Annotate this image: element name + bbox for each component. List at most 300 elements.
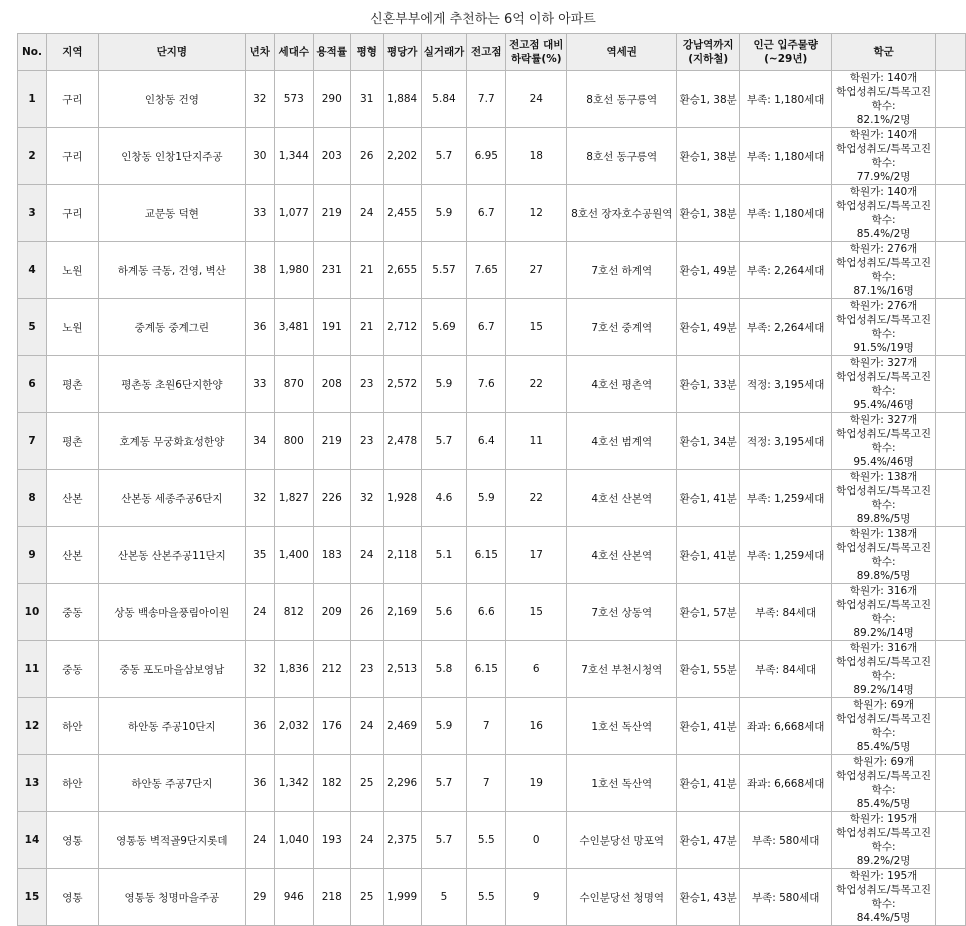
cell-extra: [936, 299, 966, 356]
school-line: 학원가: 316개: [849, 642, 918, 654]
cell-station: 1호선 독산역: [567, 755, 677, 812]
cell-station: 7호선 하계역: [567, 242, 677, 299]
school-line: 학업성취도/특목고진학수:: [836, 143, 931, 169]
cell-no: 13: [18, 755, 47, 812]
cell-pyeong: 24: [350, 185, 383, 242]
school-line: 89.2%/2명: [856, 855, 911, 867]
cell-gangnam: 환승1, 41분: [677, 755, 740, 812]
cell-pyeong: 24: [350, 527, 383, 584]
cell-station: 8호선 동구릉역: [567, 128, 677, 185]
table-row: [18, 242, 966, 299]
cell-gangnam: 환승1, 43분: [677, 869, 740, 926]
cell-extra: [936, 128, 966, 185]
school-line: 학업성취도/특목고진학수:: [836, 827, 931, 853]
table-row: [18, 584, 966, 641]
cell-pyeong: 32: [350, 470, 383, 527]
cell-complex: 교문동 덕현: [98, 185, 245, 242]
table-row: [18, 299, 966, 356]
school-line: 학업성취도/특목고진학수:: [836, 656, 931, 682]
cell-drop: 9: [506, 869, 567, 926]
cell-pyeong: 26: [350, 584, 383, 641]
cell-no: 9: [18, 527, 47, 584]
header-gangnam: [677, 34, 740, 71]
cell-complex: 영통동 벽적골9단지롯데: [98, 812, 245, 869]
cell-complex: 상동 백송마을풍림아이원: [98, 584, 245, 641]
cell-peak: 5.9: [467, 470, 506, 527]
cell-households: 1,836: [274, 641, 313, 698]
cell-far: 231: [313, 242, 350, 299]
school-line: 학원가: 327개: [849, 414, 918, 426]
school-line: 학원가: 69개: [853, 756, 914, 768]
cell-school: [832, 185, 936, 242]
cell-supply: 좌과: 6,668세대: [740, 755, 832, 812]
cell-actual-price: 5.7: [421, 128, 467, 185]
table-row: [18, 869, 966, 926]
header-far: 용적률: [313, 34, 350, 71]
cell-station: 4호선 평촌역: [567, 356, 677, 413]
cell-no: 12: [18, 698, 47, 755]
cell-station: 4호선 산본역: [567, 527, 677, 584]
cell-station: 수인분당선 망포역: [567, 812, 677, 869]
cell-complex: 인창동 인창1단지주공: [98, 128, 245, 185]
cell-years: 29: [245, 869, 274, 926]
school-line: 학원가: 138개: [849, 471, 918, 483]
cell-gangnam: 환승1, 38분: [677, 185, 740, 242]
cell-years: 32: [245, 641, 274, 698]
cell-households: 1,077: [274, 185, 313, 242]
cell-school: [832, 698, 936, 755]
cell-school: [832, 242, 936, 299]
cell-no: 15: [18, 869, 47, 926]
cell-years: 33: [245, 185, 274, 242]
cell-price-per-pyeong: 2,202: [383, 128, 421, 185]
cell-supply: 부족: 1,259세대: [740, 470, 832, 527]
cell-far: 209: [313, 584, 350, 641]
cell-gangnam: 환승1, 41분: [677, 527, 740, 584]
school-line: 89.2%/14명: [853, 684, 914, 696]
cell-households: 800: [274, 413, 313, 470]
cell-years: 24: [245, 812, 274, 869]
header-drop: [506, 34, 567, 71]
school-line: 77.9%/2명: [856, 171, 911, 183]
cell-peak: 7: [467, 698, 506, 755]
cell-complex: 하안동 주공7단지: [98, 755, 245, 812]
cell-region: 산본: [46, 527, 98, 584]
cell-price-per-pyeong: 1,999: [383, 869, 421, 926]
school-line: 학원가: 276개: [849, 300, 918, 312]
cell-gangnam: 환승1, 49분: [677, 242, 740, 299]
cell-drop: 12: [506, 185, 567, 242]
cell-actual-price: 5.69: [421, 299, 467, 356]
cell-far: 208: [313, 356, 350, 413]
cell-school: [832, 584, 936, 641]
cell-extra: [936, 869, 966, 926]
cell-station: 7호선 중계역: [567, 299, 677, 356]
cell-pyeong: 25: [350, 869, 383, 926]
cell-price-per-pyeong: 2,169: [383, 584, 421, 641]
cell-price-per-pyeong: 2,296: [383, 755, 421, 812]
cell-far: 219: [313, 413, 350, 470]
school-line: 학업성취도/특목고진학수:: [836, 770, 931, 796]
cell-station: 8호선 장자호수공원역: [567, 185, 677, 242]
cell-drop: 0: [506, 812, 567, 869]
cell-extra: [936, 413, 966, 470]
cell-households: 812: [274, 584, 313, 641]
cell-far: 212: [313, 641, 350, 698]
cell-households: 1,040: [274, 812, 313, 869]
cell-price-per-pyeong: 2,455: [383, 185, 421, 242]
school-line: 학원가: 327개: [849, 357, 918, 369]
table-row: [18, 527, 966, 584]
cell-actual-price: 5.9: [421, 356, 467, 413]
school-line: 학업성취도/특목고진학수:: [836, 200, 931, 226]
cell-complex: 하안동 주공10단지: [98, 698, 245, 755]
cell-price-per-pyeong: 2,375: [383, 812, 421, 869]
cell-extra: [936, 185, 966, 242]
cell-far: 182: [313, 755, 350, 812]
school-line: 학원가: 195개: [849, 813, 918, 825]
cell-extra: [936, 698, 966, 755]
cell-supply: 적정: 3,195세대: [740, 413, 832, 470]
cell-pyeong: 23: [350, 641, 383, 698]
cell-years: 33: [245, 356, 274, 413]
cell-pyeong: 25: [350, 755, 383, 812]
cell-station: 8호선 동구릉역: [567, 71, 677, 128]
cell-complex: 중동 포도마을삼보영남: [98, 641, 245, 698]
cell-no: 10: [18, 584, 47, 641]
table-row: [18, 470, 966, 527]
cell-peak: 6.15: [467, 641, 506, 698]
cell-actual-price: 5.84: [421, 71, 467, 128]
school-line: 91.5%/19명: [853, 342, 914, 354]
cell-peak: 6.15: [467, 527, 506, 584]
cell-drop: 27: [506, 242, 567, 299]
cell-price-per-pyeong: 2,118: [383, 527, 421, 584]
header-supply: [740, 34, 832, 71]
cell-station: 수인분당선 청명역: [567, 869, 677, 926]
school-line: 95.4%/46명: [853, 456, 914, 468]
cell-school: [832, 527, 936, 584]
school-line: 95.4%/46명: [853, 399, 914, 411]
cell-school: [832, 299, 936, 356]
cell-complex: 하계동 극동, 건영, 벽산: [98, 242, 245, 299]
cell-price-per-pyeong: 1,928: [383, 470, 421, 527]
school-line: 89.8%/5명: [856, 570, 911, 582]
cell-price-per-pyeong: 2,513: [383, 641, 421, 698]
cell-drop: 22: [506, 356, 567, 413]
school-line: 학업성취도/특목고진학수:: [836, 599, 931, 625]
cell-years: 38: [245, 242, 274, 299]
cell-region: 중동: [46, 641, 98, 698]
table-row: [18, 71, 966, 128]
cell-households: 573: [274, 71, 313, 128]
table-body: [18, 71, 966, 926]
cell-no: 3: [18, 185, 47, 242]
cell-pyeong: 24: [350, 698, 383, 755]
cell-households: 2,032: [274, 698, 313, 755]
school-line: 85.4%/5명: [856, 798, 911, 810]
cell-complex: 중계동 중계그린: [98, 299, 245, 356]
table-row: [18, 698, 966, 755]
cell-complex: 인창동 건영: [98, 71, 245, 128]
cell-households: 1,344: [274, 128, 313, 185]
cell-gangnam: 환승1, 41분: [677, 470, 740, 527]
cell-school: [832, 869, 936, 926]
school-line: 학업성취도/특목고진학수:: [836, 884, 931, 910]
school-line: 학원가: 140개: [849, 72, 918, 84]
school-line: 85.4%/2명: [856, 228, 911, 240]
header-pyeong: 평형: [350, 34, 383, 71]
cell-complex: 영통동 청명마을주공: [98, 869, 245, 926]
cell-supply: 부족: 2,264세대: [740, 242, 832, 299]
cell-drop: 19: [506, 755, 567, 812]
cell-far: 290: [313, 71, 350, 128]
cell-region: 중동: [46, 584, 98, 641]
cell-region: 구리: [46, 71, 98, 128]
header-complex: 단지명: [98, 34, 245, 71]
cell-price-per-pyeong: 2,712: [383, 299, 421, 356]
cell-complex: 산본동 세종주공6단지: [98, 470, 245, 527]
cell-households: 1,827: [274, 470, 313, 527]
cell-households: 1,980: [274, 242, 313, 299]
cell-peak: 6.7: [467, 299, 506, 356]
school-line: 학원가: 138개: [849, 528, 918, 540]
cell-actual-price: 5.7: [421, 413, 467, 470]
school-line: 학원가: 195개: [849, 870, 918, 882]
cell-drop: 6: [506, 641, 567, 698]
header-supply-line2: (~29년): [764, 53, 808, 65]
cell-no: 1: [18, 71, 47, 128]
cell-actual-price: 5.9: [421, 698, 467, 755]
school-line: 학업성취도/특목고진학수:: [836, 713, 931, 739]
table-container: [17, 33, 966, 926]
cell-years: 36: [245, 698, 274, 755]
cell-peak: 6.6: [467, 584, 506, 641]
cell-drop: 15: [506, 299, 567, 356]
cell-school: [832, 128, 936, 185]
cell-peak: 7.65: [467, 242, 506, 299]
cell-far: 183: [313, 527, 350, 584]
cell-no: 6: [18, 356, 47, 413]
cell-region: 하안: [46, 698, 98, 755]
school-line: 89.2%/14명: [853, 627, 914, 639]
cell-no: 4: [18, 242, 47, 299]
cell-drop: 11: [506, 413, 567, 470]
cell-households: 3,481: [274, 299, 313, 356]
cell-gangnam: 환승1, 55분: [677, 641, 740, 698]
cell-households: 1,342: [274, 755, 313, 812]
cell-peak: 5.5: [467, 869, 506, 926]
cell-peak: 7.7: [467, 71, 506, 128]
school-line: 학원가: 316개: [849, 585, 918, 597]
cell-region: 구리: [46, 185, 98, 242]
school-line: 85.4%/5명: [856, 741, 911, 753]
header-region: 지역: [46, 34, 98, 71]
cell-actual-price: 5.6: [421, 584, 467, 641]
cell-school: [832, 71, 936, 128]
cell-extra: [936, 470, 966, 527]
cell-region: 평촌: [46, 413, 98, 470]
school-line: 학업성취도/특목고진학수:: [836, 314, 931, 340]
table-row: [18, 641, 966, 698]
cell-supply: 부족: 1,180세대: [740, 128, 832, 185]
school-line: 학업성취도/특목고진학수:: [836, 371, 931, 397]
header-drop-line2: 하락률(%): [510, 53, 562, 65]
cell-years: 32: [245, 470, 274, 527]
cell-school: [832, 755, 936, 812]
cell-price-per-pyeong: 2,469: [383, 698, 421, 755]
cell-actual-price: 5.8: [421, 641, 467, 698]
cell-station: 1호선 독산역: [567, 698, 677, 755]
cell-supply: 부족: 84세대: [740, 641, 832, 698]
header-households: 세대수: [274, 34, 313, 71]
cell-years: 32: [245, 71, 274, 128]
cell-extra: [936, 242, 966, 299]
cell-far: 218: [313, 869, 350, 926]
cell-complex: 호계동 무궁화효성한양: [98, 413, 245, 470]
school-line: 학업성취도/특목고진학수:: [836, 428, 931, 454]
cell-extra: [936, 812, 966, 869]
cell-households: 1,400: [274, 527, 313, 584]
cell-supply: 부족: 580세대: [740, 869, 832, 926]
cell-extra: [936, 356, 966, 413]
cell-complex: 산본동 산본주공11단지: [98, 527, 245, 584]
school-line: 학원가: 140개: [849, 186, 918, 198]
cell-region: 노원: [46, 299, 98, 356]
school-line: 87.1%/16명: [853, 285, 914, 297]
cell-no: 2: [18, 128, 47, 185]
school-line: 84.4%/5명: [856, 912, 911, 924]
cell-gangnam: 환승1, 57분: [677, 584, 740, 641]
cell-region: 하안: [46, 755, 98, 812]
cell-far: 203: [313, 128, 350, 185]
header-price-per-pyeong: 평당가: [383, 34, 421, 71]
school-line: 학원가: 69개: [853, 699, 914, 711]
cell-no: 5: [18, 299, 47, 356]
cell-gangnam: 환승1, 34분: [677, 413, 740, 470]
cell-price-per-pyeong: 2,655: [383, 242, 421, 299]
table-row: [18, 413, 966, 470]
cell-pyeong: 31: [350, 71, 383, 128]
cell-far: 219: [313, 185, 350, 242]
cell-supply: 적정: 3,195세대: [740, 356, 832, 413]
cell-extra: [936, 755, 966, 812]
header-gangnam-line1: 강남역까지: [682, 39, 734, 51]
cell-peak: 6.7: [467, 185, 506, 242]
cell-region: 구리: [46, 128, 98, 185]
cell-drop: 18: [506, 128, 567, 185]
school-line: 82.1%/2명: [856, 114, 911, 126]
cell-supply: 좌과: 6,668세대: [740, 698, 832, 755]
school-line: 학업성취도/특목고진학수:: [836, 542, 931, 568]
cell-drop: 15: [506, 584, 567, 641]
cell-years: 35: [245, 527, 274, 584]
cell-supply: 부족: 2,264세대: [740, 299, 832, 356]
cell-region: 영통: [46, 812, 98, 869]
cell-far: 193: [313, 812, 350, 869]
cell-station: 7호선 부천시청역: [567, 641, 677, 698]
table-row: [18, 356, 966, 413]
cell-supply: 부족: 1,180세대: [740, 71, 832, 128]
cell-price-per-pyeong: 2,478: [383, 413, 421, 470]
cell-pyeong: 21: [350, 299, 383, 356]
cell-extra: [936, 641, 966, 698]
cell-station: 4호선 범계역: [567, 413, 677, 470]
header-row: [18, 34, 966, 71]
cell-station: 4호선 산본역: [567, 470, 677, 527]
cell-peak: 5.5: [467, 812, 506, 869]
header-peak: 전고점: [467, 34, 506, 71]
cell-no: 14: [18, 812, 47, 869]
cell-pyeong: 26: [350, 128, 383, 185]
table-row: [18, 128, 966, 185]
header-extra: [936, 34, 966, 71]
cell-no: 11: [18, 641, 47, 698]
cell-region: 평촌: [46, 356, 98, 413]
school-line: 학원가: 140개: [849, 129, 918, 141]
cell-pyeong: 23: [350, 413, 383, 470]
cell-drop: 16: [506, 698, 567, 755]
cell-actual-price: 5.1: [421, 527, 467, 584]
cell-price-per-pyeong: 2,572: [383, 356, 421, 413]
cell-households: 946: [274, 869, 313, 926]
cell-pyeong: 21: [350, 242, 383, 299]
cell-region: 산본: [46, 470, 98, 527]
school-line: 89.8%/5명: [856, 513, 911, 525]
school-line: 학업성취도/특목고진학수:: [836, 485, 931, 511]
cell-school: [832, 641, 936, 698]
cell-price-per-pyeong: 1,884: [383, 71, 421, 128]
cell-peak: 7: [467, 755, 506, 812]
cell-far: 191: [313, 299, 350, 356]
cell-years: 34: [245, 413, 274, 470]
cell-station: 7호선 상동역: [567, 584, 677, 641]
cell-complex: 평촌동 초원6단지한양: [98, 356, 245, 413]
cell-supply: 부족: 580세대: [740, 812, 832, 869]
cell-years: 36: [245, 755, 274, 812]
table-row: [18, 185, 966, 242]
table-row: [18, 812, 966, 869]
cell-no: 7: [18, 413, 47, 470]
cell-far: 176: [313, 698, 350, 755]
cell-actual-price: 5.57: [421, 242, 467, 299]
cell-school: [832, 470, 936, 527]
header-no: No.: [18, 34, 47, 71]
cell-drop: 17: [506, 527, 567, 584]
cell-households: 870: [274, 356, 313, 413]
cell-school: [832, 812, 936, 869]
cell-actual-price: 5: [421, 869, 467, 926]
school-line: 학업성취도/특목고진학수:: [836, 86, 931, 112]
header-drop-line1: 전고점 대비: [509, 39, 564, 51]
cell-extra: [936, 71, 966, 128]
cell-supply: 부족: 1,259세대: [740, 527, 832, 584]
cell-extra: [936, 527, 966, 584]
header-gangnam-line2: (지하철): [688, 53, 729, 65]
cell-peak: 7.6: [467, 356, 506, 413]
header-years: 년차: [245, 34, 274, 71]
cell-no: 8: [18, 470, 47, 527]
cell-gangnam: 환승1, 41분: [677, 698, 740, 755]
cell-gangnam: 환승1, 47분: [677, 812, 740, 869]
cell-actual-price: 5.7: [421, 812, 467, 869]
cell-gangnam: 환승1, 38분: [677, 71, 740, 128]
header-actual-price: 실거래가: [421, 34, 467, 71]
cell-pyeong: 23: [350, 356, 383, 413]
cell-supply: 부족: 1,180세대: [740, 185, 832, 242]
cell-actual-price: 5.9: [421, 185, 467, 242]
header-station: 역세권: [567, 34, 677, 71]
